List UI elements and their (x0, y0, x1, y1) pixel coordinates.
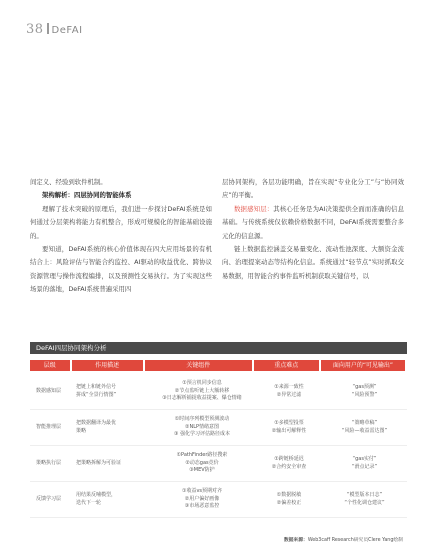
paragraph-text: 其核心任务是为AI决策提供全面而准确的信息基础。与传统系统仅依赖价格数据不同，DeFAI系统需要整合多元化的信息源。 (222, 204, 404, 240)
cell-components: ①PathFinder路径搜索 ②动态gas竞价 ③MEV防护 (176, 452, 228, 474)
header-description: 作用描述 (72, 360, 143, 371)
cell-components: ①预言机同步信息 ②节点监听链上大额转移 ③日志解析捕捉收益提案、爆仓情绪 (162, 380, 242, 402)
separator-bar (47, 23, 49, 34)
header-level: 层级 (30, 360, 70, 371)
source-text: Web3caff Research研究员Clere Yang绘制 (307, 538, 403, 543)
table-title: DeFAI四层协同架构分析 (30, 342, 407, 354)
section-name: DeFAI (51, 25, 83, 36)
cell-level: 策略执行层 (36, 459, 62, 466)
table-body (30, 374, 407, 518)
page-number-block (26, 22, 83, 37)
table-row (30, 482, 407, 518)
highlight-term: 数据感知层： (234, 204, 274, 213)
right-column (222, 176, 404, 283)
architecture-table (30, 342, 407, 518)
cell-description: 把链上和链外信号 拼成“全景行情图” (76, 384, 117, 398)
cell-description: 把策略拆解为可验证 (76, 459, 122, 466)
cell-description: 用结果反哺模型， 迭代下一轮 (76, 492, 117, 506)
cell-challenges: ①来源一致性 ②异常过滤 (274, 384, 304, 398)
left-column (30, 176, 212, 297)
cell-level: 数据感知层 (36, 387, 62, 394)
section-heading: 架构解析：四层协同的智能体系 (42, 191, 132, 200)
source-label: 数据来源： (283, 538, 308, 543)
source-note (284, 536, 403, 543)
table-row (30, 446, 407, 482)
header-components: 关键组件 (145, 360, 252, 371)
cell-description: 把数据翻译为最优 策略 (76, 420, 117, 434)
header-output: 面向用户的“可见输出” (321, 360, 405, 371)
page-number: 38 (26, 22, 44, 37)
table-row (30, 374, 407, 410)
cell-challenges: ①跨链桥延迟 ②合约安全审查 (271, 456, 307, 470)
table-header-row (30, 360, 407, 371)
paragraph: 链上数据监控涵盖交易量变化、流动性池深度、大额资金流向、治理提案动态等结构化信息。系统通过“轻节点”实时抓取交易数据，用智能合约事件监听机制获取关键信号，以 (222, 245, 404, 280)
cell-level: 反馈学习层 (36, 495, 62, 502)
cell-level: 智能推理层 (36, 423, 62, 430)
page-header (0, 0, 427, 60)
table-row (30, 410, 407, 446)
paragraph: 理解了技术突破的原理后，我们进一步探讨DeFAI系统是如何通过分层架构将能力有机整合，形成可规模化的智能基础设施的。 (30, 204, 212, 240)
cell-components: ①时间序列模型预测波动 ②NLP情绪意图 ③ 强化学习评估路径成本 (173, 416, 231, 438)
cell-output: “gas预测” “风险预警” (351, 384, 378, 398)
paragraph-highlight (222, 203, 404, 243)
cell-output: “策略草稿” “风险—收益雷达图” (341, 420, 388, 434)
cell-output: “模型版本日志” “个性化调仓建议” (344, 492, 385, 506)
lead-line: 间定义、经验到软件机制。 (30, 178, 107, 186)
cell-challenges: ①多模型投票 ②输出可解释性 (271, 420, 307, 434)
cell-challenges: ①数据脱敏 ②偏差校正 (276, 492, 302, 506)
header-challenges: 重点难点 (254, 360, 319, 371)
paragraph: 层协同架构，各层功能明确，旨在实现“专业化分工”与“协同效应”的平衡。 (222, 178, 404, 200)
paragraph: 要知道，DeFAI系统的核心价值体现在四大应用场景的有机结合上：风险评估与智能合约监控、AI驱动的收益优化、跨协议资源管理与操作流程编排，以及预测性交易执行。为了实现这些场景的落地，DeFAI系统普遍采用四 (30, 245, 212, 294)
cell-output: “gas实付” “滑点记录” (351, 456, 378, 470)
cell-components: ①收益vs预期对齐 ②用户偏好画像 ③市场恶意监控 (181, 488, 223, 510)
